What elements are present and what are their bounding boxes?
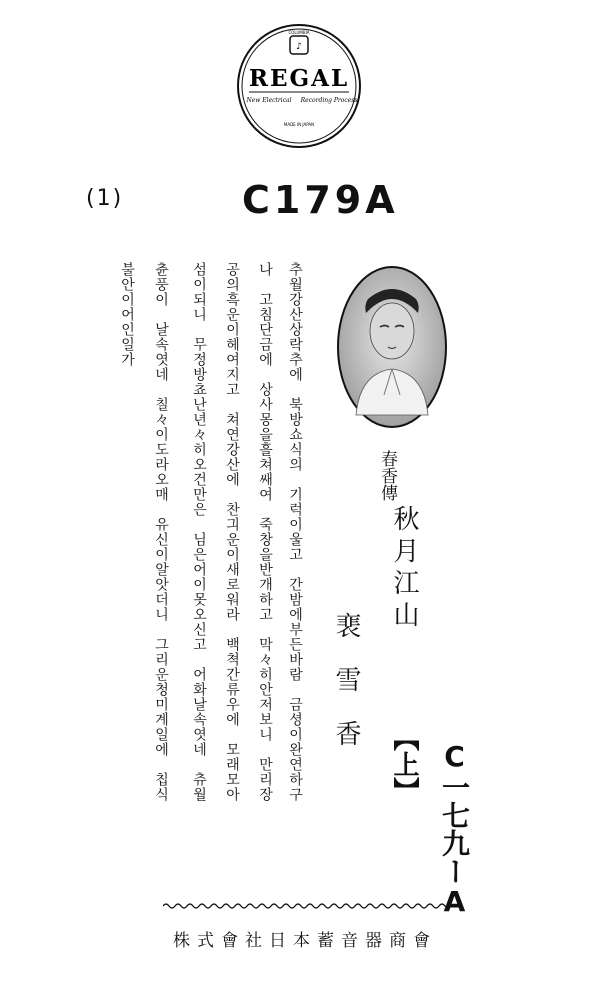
publisher: 株式會社日本蓄音器商會 [173, 931, 437, 951]
lyric-line-5: 츈풍이 날속엿네 칠々이도라오매 유신이알앗더니 그리운청미계일에 칩식 [153, 262, 169, 802]
index-number: (1) [86, 186, 124, 211]
logo-bottom-text: MADE IN JAPAN [283, 122, 315, 127]
lyric-line-1: 추월강산상락추에 북방쇼식의 기럭이울고 간밤에부든바람 금셩이완연하구 [287, 262, 303, 802]
lyric-line-6: 불안이어인일가 [119, 262, 135, 367]
part-mark: 【上】 [389, 725, 419, 803]
catalog-number-vertical: C一七九ーA [438, 740, 471, 918]
logo-top-text: COLUMBIA [288, 30, 310, 35]
logo-left-text: New Electrical [246, 97, 292, 104]
lyric-line-3: 공의흑운이헤여지고 쳐연강산에 찬긔운이새로워라 백쳑간류우에 모래모아 [224, 262, 240, 802]
lyric-line-4: 섬이되니 무정방쵸난년々히오건만은 님은어이못오신고 어화날속엿네 츄월 [191, 262, 207, 802]
svg-text:♪: ♪ [296, 42, 302, 52]
decorative-rule [163, 901, 455, 911]
catalog-number: C179A [242, 178, 399, 222]
regal-logo [235, 22, 363, 150]
logo-brand: REGAL [248, 65, 350, 92]
singer-name: 裵雪香 [331, 612, 361, 774]
record-title: 秋月江山 [389, 505, 419, 633]
record-title-small: 春香傳 [377, 450, 397, 501]
singer-portrait [336, 265, 448, 430]
logo-right-text: Recording Process [300, 97, 358, 104]
lyric-line-2: 나 고침단금에 상사몽을흘쳐쌔여 죽창을반개하고 막々히안저보니 만리장 [257, 262, 273, 802]
